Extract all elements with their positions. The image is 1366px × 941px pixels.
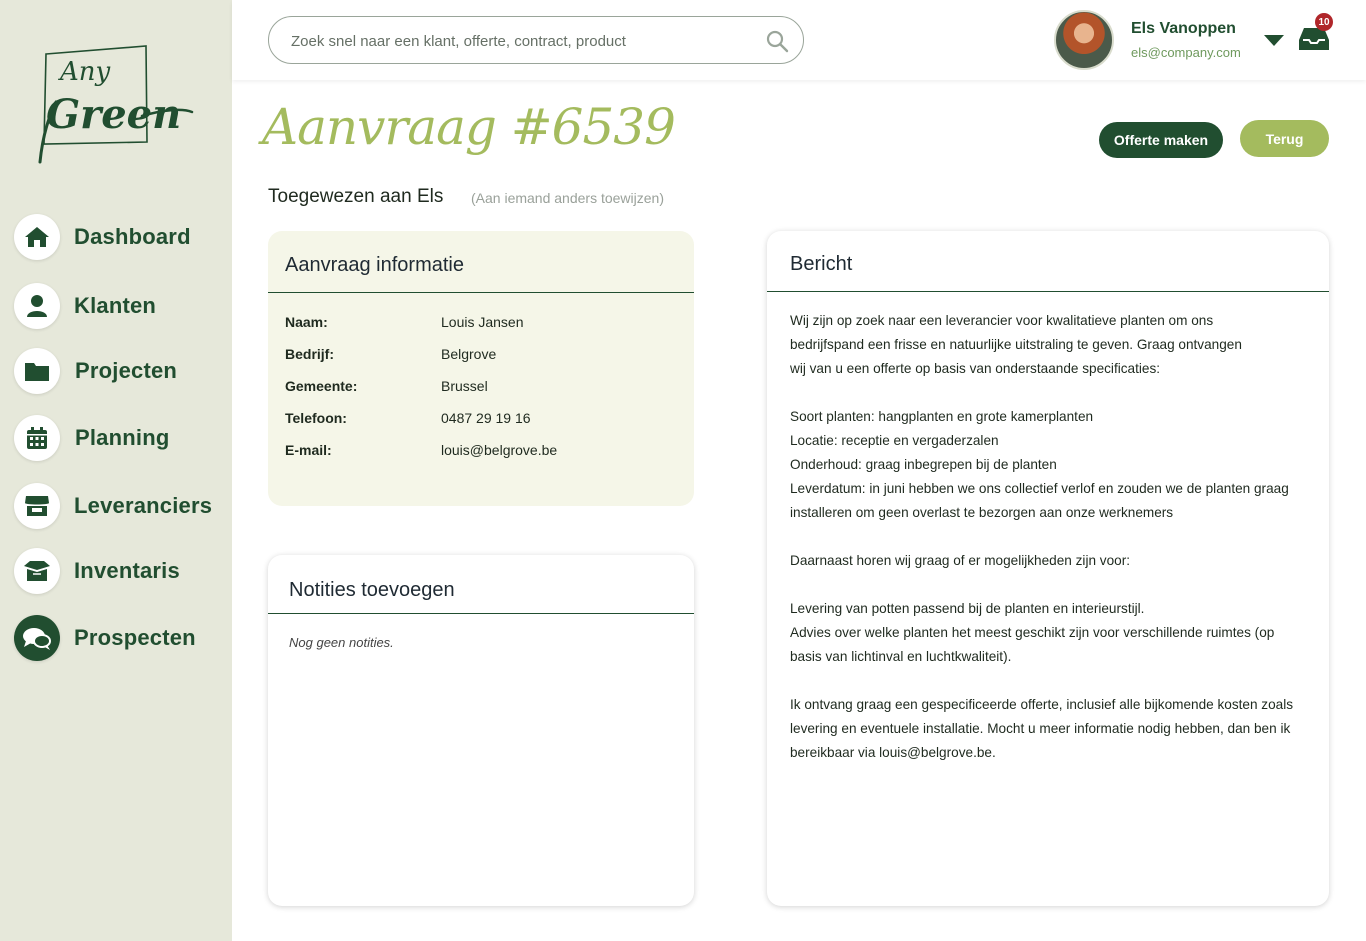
message-line: Ik ontvang graag een gespecificeerde offerte, inclusief alle bijkomende kosten zoals — [790, 697, 1294, 712]
message-line: basis van lichtinval en luchtkwaliteit). — [790, 649, 1012, 664]
folder-icon — [14, 348, 60, 394]
calendar-icon — [14, 415, 60, 461]
info-row — [285, 346, 496, 362]
message-card — [767, 231, 1329, 906]
sidebar-item-label: Projecten — [75, 358, 178, 383]
reassign-link[interactable]: (Aan iemand anders toewijzen) — [471, 190, 664, 206]
sidebar-item-label: Prospecten — [74, 625, 196, 650]
info-row — [285, 442, 557, 458]
sidebar-item-label: Dashboard — [74, 224, 191, 249]
user-name: Els Vanoppen — [1131, 20, 1236, 37]
info-value: Brussel — [441, 378, 488, 394]
terug-button[interactable]: Terug — [1240, 120, 1329, 157]
divider — [268, 292, 694, 293]
user-email: els@company.com — [1131, 45, 1241, 60]
info-row — [285, 378, 488, 394]
notes-card[interactable] — [268, 555, 694, 906]
info-row — [285, 314, 524, 330]
message-line: bedrijfspand een frisse en natuurlijke uitstraling te geven. Graag ontvangen — [790, 337, 1242, 352]
sidebar-item-leveranciers[interactable] — [14, 482, 212, 530]
message-line: Locatie: receptie en vergaderzalen — [790, 433, 999, 448]
box-icon — [14, 548, 60, 594]
message-body — [790, 309, 1310, 765]
sidebar-item-klanten[interactable] — [14, 282, 156, 330]
message-line: Advies over welke planten het meest geschikt zijn voor verschillende ruimtes (op — [790, 625, 1275, 640]
message-line: Onderhoud: graag inbegrepen bij de planten — [790, 457, 1057, 472]
info-label: Telefoon: — [285, 410, 347, 426]
message-line: wij van u een offerte op basis van onderstaande specificaties: — [790, 361, 1161, 376]
info-card-title: Aanvraag informatie — [285, 254, 464, 276]
notification-badge: 10 — [1315, 13, 1333, 31]
sidebar-item-label: Leveranciers — [74, 493, 213, 518]
search-bar — [268, 16, 804, 64]
message-gap — [790, 381, 1310, 405]
info-label: Bedrijf: — [285, 346, 334, 362]
message-line: bereikbaar via louis@belgrove.be. — [790, 745, 996, 760]
message-card-title: Bericht — [790, 253, 853, 275]
chevron-down-icon[interactable] — [1262, 32, 1286, 48]
sidebar-item-inventaris[interactable] — [14, 547, 180, 595]
sidebar-item-planning[interactable] — [14, 414, 170, 462]
search-input[interactable] — [291, 29, 751, 53]
notes-card-title: Notities toevoegen — [289, 579, 455, 601]
logo-mark — [36, 42, 196, 168]
message-gap — [790, 669, 1310, 693]
sidebar-item-label: Klanten — [74, 293, 157, 318]
message-line: installeren om geen overlast te bezorgen aan onze werknemers — [790, 505, 1174, 520]
info-label: E-mail: — [285, 442, 332, 458]
message-line: levering en eventuele installatie. Mocht u meer informatie nodig hebben, dan ben ik — [790, 721, 1291, 736]
divider — [767, 291, 1329, 292]
message-line: Daarnaast horen wij graag of er mogelijkheden zijn voor: — [790, 553, 1131, 568]
svg-text:Green: Green — [46, 91, 182, 138]
avatar[interactable] — [1054, 10, 1114, 70]
sidebar — [0, 0, 232, 941]
sidebar-item-label: Planning — [75, 425, 170, 450]
topbar — [232, 0, 1366, 80]
info-row — [285, 410, 531, 426]
page-title: Aanvraag #6539 — [262, 98, 675, 156]
logo[interactable] — [36, 42, 196, 168]
message-line: Soort planten: hangplanten en grote kamerplanten — [790, 409, 1094, 424]
search-icon[interactable] — [765, 29, 789, 53]
offerte-maken-button[interactable]: Offerte maken — [1099, 122, 1223, 158]
home-icon — [14, 214, 60, 260]
svg-text:Any: Any — [60, 57, 111, 87]
message-line: Levering van potten passend bij de planten en interieurstijl. — [790, 601, 1145, 616]
sidebar-item-projecten[interactable] — [14, 347, 177, 395]
chat-icon — [14, 615, 60, 661]
message-line: Wij zijn op zoek naar een leverancier voor kwalitatieve planten om ons — [790, 313, 1214, 328]
sidebar-item-dashboard[interactable] — [14, 213, 191, 261]
message-gap — [790, 573, 1310, 597]
sidebar-item-prospecten[interactable] — [14, 614, 196, 662]
message-gap — [790, 525, 1310, 549]
info-label: Gemeente: — [285, 378, 358, 394]
notes-empty-text: Nog geen notities. — [289, 635, 394, 650]
info-value: 0487 29 19 16 — [441, 410, 531, 426]
message-line: Leverdatum: in juni hebben we ons collectief verlof en zouden we de planten graag — [790, 481, 1289, 496]
info-value: Belgrove — [441, 346, 497, 362]
info-value: Louis Jansen — [441, 314, 524, 330]
info-card — [268, 231, 694, 506]
store-icon — [14, 483, 60, 529]
info-label: Naam: — [285, 314, 328, 330]
divider — [268, 613, 694, 614]
assigned-to: Toegewezen aan Els — [268, 186, 444, 207]
sidebar-item-label: Inventaris — [74, 558, 180, 583]
user-icon — [14, 283, 60, 329]
info-value[interactable]: louis@belgrove.be — [441, 442, 558, 458]
